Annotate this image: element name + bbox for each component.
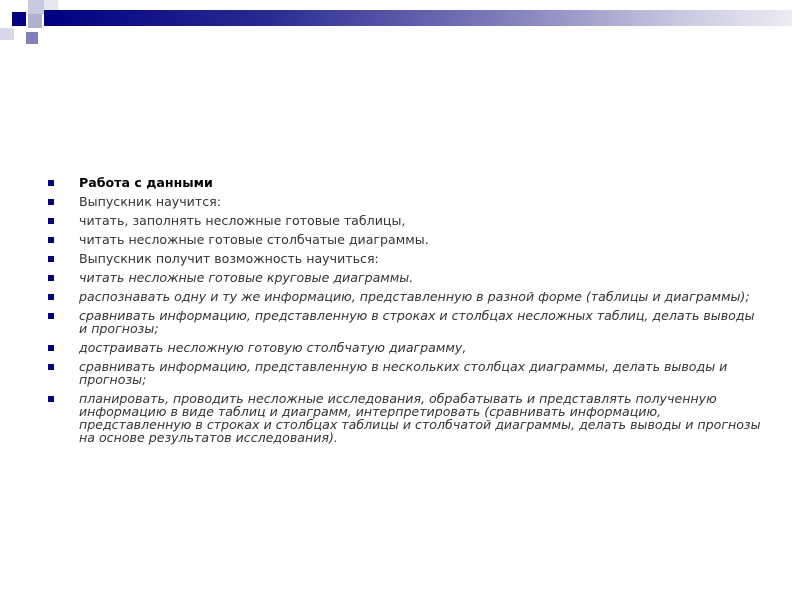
list-item-text: читать несложные готовые столбчатые диаграммы.: [79, 232, 429, 247]
list-item-text: Работа с данными: [79, 175, 213, 190]
list-item-text: распознавать одну и ту же информацию, представленную в разной форме (таблицы и диаграммы);: [79, 289, 750, 304]
header-gradient-bar: [44, 10, 792, 26]
corner-square-light: [28, 0, 44, 14]
bullet-list: [44, 176, 764, 450]
list-item-text: читать, заполнять несложные готовые таблицы,: [79, 213, 406, 228]
square-bullet-icon: [48, 180, 54, 186]
list-item-text: Выпускник получит возможность научиться:: [79, 251, 379, 266]
list-item: [44, 176, 764, 189]
list-item: [44, 341, 764, 354]
list-item-text: сравнивать информацию, представленную в нескольких столбцах диаграммы, делать выводы и прогнозы;: [79, 359, 728, 387]
list-item: [44, 360, 764, 386]
list-item: [44, 195, 764, 208]
square-bullet-icon: [48, 218, 54, 224]
corner-square-mid: [28, 14, 42, 28]
corner-square-mid: [26, 32, 38, 44]
corner-square-light: [44, 0, 58, 10]
list-item: [44, 271, 764, 284]
corner-square-light: [0, 28, 14, 40]
square-bullet-icon: [48, 345, 54, 351]
corner-square-dark: [12, 12, 26, 26]
square-bullet-icon: [48, 313, 54, 319]
list-item: [44, 290, 764, 303]
list-item: [44, 252, 764, 265]
square-bullet-icon: [48, 294, 54, 300]
list-item-text: сравнивать информацию, представленную в строках и столбцах несложных таблиц, делать выводы и прогнозы;: [79, 308, 755, 336]
square-bullet-icon: [48, 237, 54, 243]
list-item: [44, 233, 764, 246]
list-item-text: достраивать несложную готовую столбчатую диаграмму,: [79, 340, 467, 355]
square-bullet-icon: [48, 396, 54, 402]
list-item-text: читать несложные готовые круговые диаграммы.: [79, 270, 414, 285]
list-item: [44, 309, 764, 335]
list-item: [44, 214, 764, 227]
list-item: [44, 392, 764, 444]
square-bullet-icon: [48, 275, 54, 281]
square-bullet-icon: [48, 199, 54, 205]
square-bullet-icon: [48, 256, 54, 262]
list-item-text: планировать, проводить несложные исследования, обрабатывать и представлять полученную информацию в виде таблиц и диаграмм, интерпретировать (сравнивать информацию, представленную в строках и столбцах таблицы и столбчатой диаграммы, делать выводы и прогнозы на основе результатов исследования).: [79, 391, 761, 445]
square-bullet-icon: [48, 364, 54, 370]
list-item-text: Выпускник научится:: [79, 194, 221, 209]
